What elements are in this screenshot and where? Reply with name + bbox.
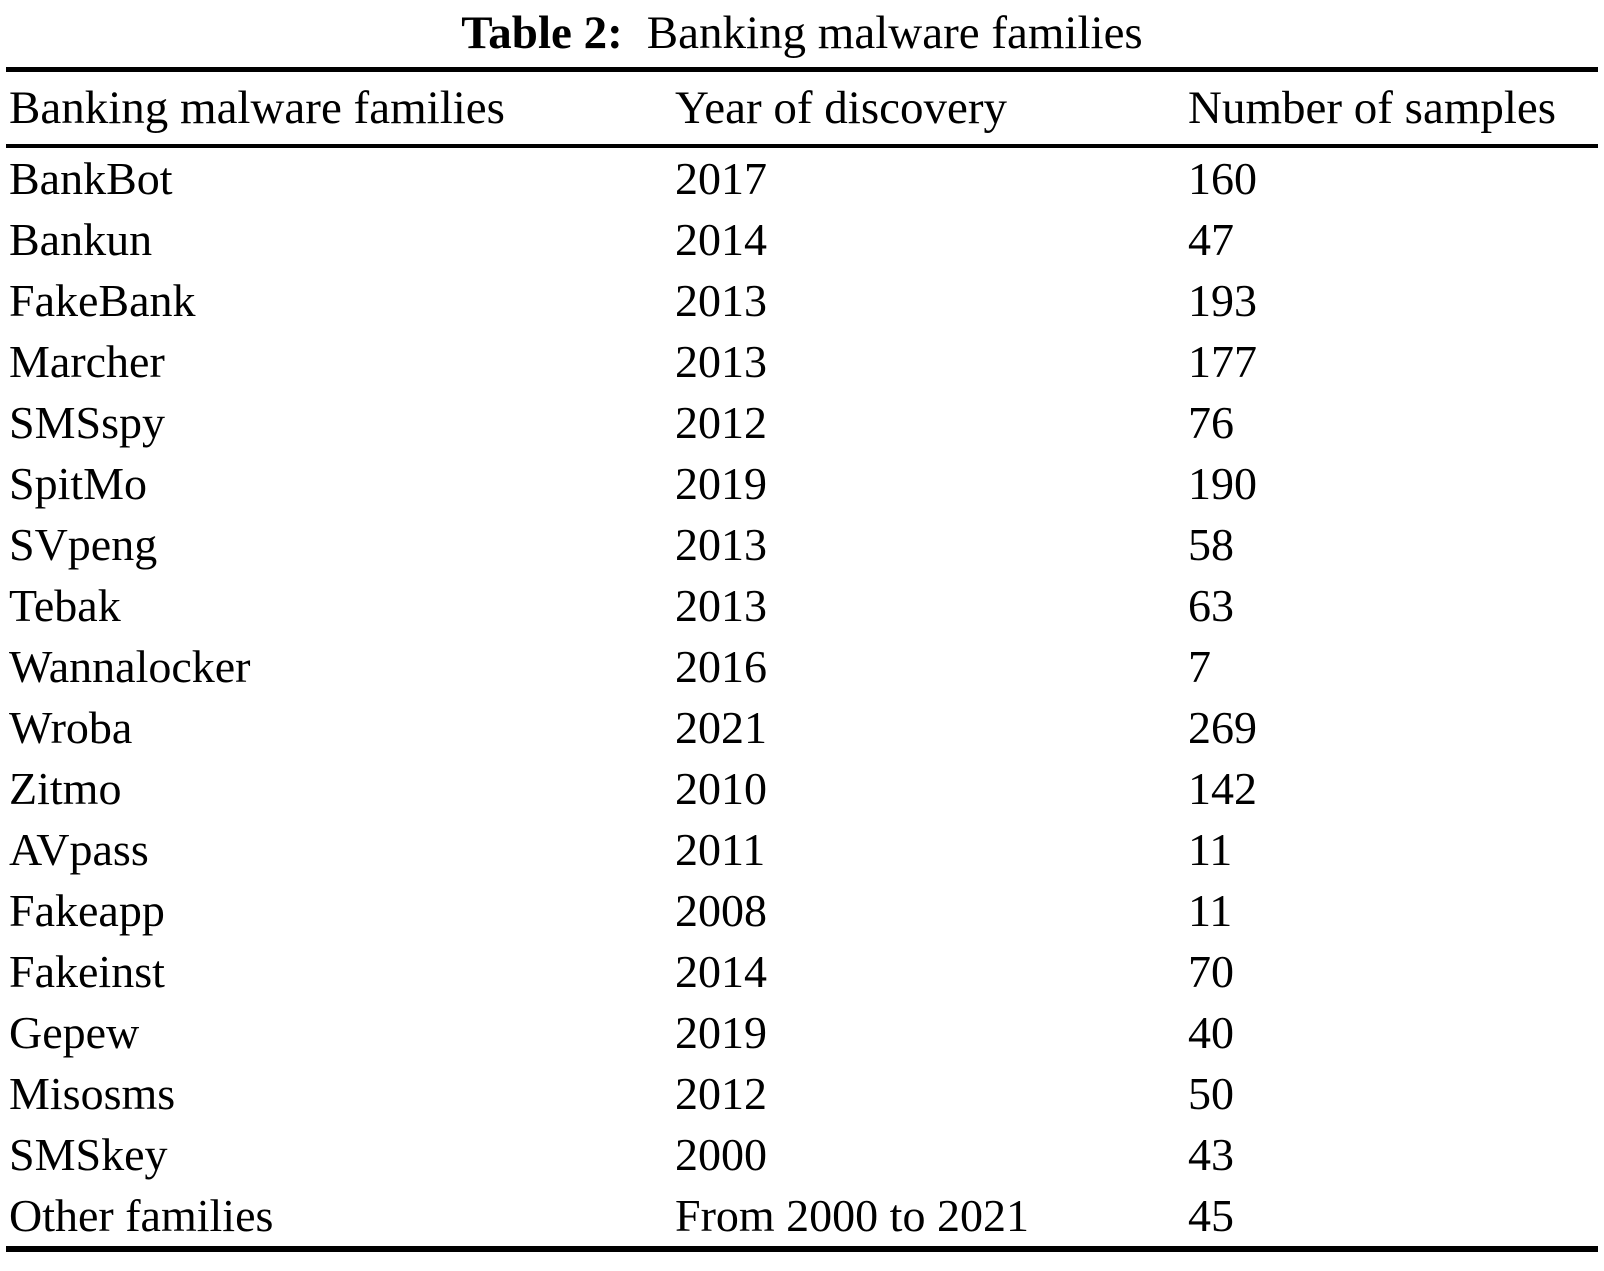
cell-family: Tebak xyxy=(9,580,121,631)
cell-family: AVpass xyxy=(9,824,149,875)
table-row xyxy=(6,941,1598,1002)
table-row xyxy=(6,575,1598,636)
cell-family: Fakeapp xyxy=(9,885,165,936)
cell-samples: 58 xyxy=(1188,519,1234,570)
table-row xyxy=(6,758,1598,819)
cell-year: 2013 xyxy=(675,519,767,570)
table-row xyxy=(6,453,1598,514)
table-row xyxy=(6,1124,1598,1185)
banking-malware-table xyxy=(6,67,1598,1252)
table-row xyxy=(6,636,1598,697)
cell-year: 2019 xyxy=(675,1007,767,1058)
cell-year: 2012 xyxy=(675,397,767,448)
cell-family: Fakeinst xyxy=(9,946,165,997)
table-row xyxy=(6,146,1598,209)
table-caption-label: Table 2: xyxy=(461,7,623,59)
cell-year: From 2000 to 2021 xyxy=(675,1190,1029,1241)
column-header-year: Year of discovery xyxy=(675,82,1007,134)
cell-samples: 11 xyxy=(1188,824,1233,875)
table-row xyxy=(6,880,1598,941)
cell-samples: 142 xyxy=(1188,763,1257,814)
cell-family: Wroba xyxy=(9,702,133,753)
table-row xyxy=(6,209,1598,270)
cell-samples: 269 xyxy=(1188,702,1257,753)
cell-samples: 47 xyxy=(1188,214,1234,265)
table-row xyxy=(6,1063,1598,1124)
cell-family: SVpeng xyxy=(9,519,158,570)
cell-family: Other families xyxy=(9,1190,274,1241)
cell-samples: 63 xyxy=(1188,580,1234,631)
table-header-row xyxy=(6,70,1598,147)
table-row xyxy=(6,392,1598,453)
cell-samples: 11 xyxy=(1188,885,1233,936)
cell-samples: 76 xyxy=(1188,397,1234,448)
cell-year: 2016 xyxy=(675,641,767,692)
cell-family: SMSkey xyxy=(9,1129,168,1180)
table-row xyxy=(6,1002,1598,1063)
cell-family: Misosms xyxy=(9,1068,176,1119)
cell-year: 2017 xyxy=(675,153,767,204)
cell-year: 2000 xyxy=(675,1129,767,1180)
column-header-samples: Number of samples xyxy=(1188,82,1557,134)
table-row xyxy=(6,514,1598,575)
cell-family: Marcher xyxy=(9,336,165,387)
cell-year: 2021 xyxy=(675,702,767,753)
cell-year: 2014 xyxy=(675,214,767,265)
table-row xyxy=(6,819,1598,880)
cell-family: Bankun xyxy=(9,214,153,265)
table-header xyxy=(6,70,1598,147)
cell-samples: 160 xyxy=(1188,153,1257,204)
cell-year: 2012 xyxy=(675,1068,767,1119)
table-row xyxy=(6,1185,1598,1249)
table-caption-title: Banking malware families xyxy=(646,7,1143,59)
column-header-family: Banking malware families xyxy=(9,82,505,134)
cell-year: 2013 xyxy=(675,336,767,387)
cell-family: SMSspy xyxy=(9,397,165,448)
cell-year: 2014 xyxy=(675,946,767,997)
cell-samples: 45 xyxy=(1188,1190,1234,1241)
cell-samples: 7 xyxy=(1188,641,1211,692)
cell-year: 2010 xyxy=(675,763,767,814)
cell-samples: 70 xyxy=(1188,946,1234,997)
cell-family: SpitMo xyxy=(9,458,148,509)
cell-family: Gepew xyxy=(9,1007,140,1058)
cell-samples: 40 xyxy=(1188,1007,1234,1058)
cell-family: FakeBank xyxy=(9,275,196,326)
table-caption xyxy=(0,0,1604,67)
cell-samples: 193 xyxy=(1188,275,1257,326)
cell-year: 2019 xyxy=(675,458,767,509)
cell-year: 2011 xyxy=(675,824,766,875)
cell-samples: 50 xyxy=(1188,1068,1234,1119)
cell-samples: 190 xyxy=(1188,458,1257,509)
cell-year: 2008 xyxy=(675,885,767,936)
table-row xyxy=(6,270,1598,331)
table-row xyxy=(6,331,1598,392)
cell-family: BankBot xyxy=(9,153,173,204)
cell-family: Zitmo xyxy=(9,763,122,814)
cell-family: Wannalocker xyxy=(9,641,251,692)
cell-samples: 43 xyxy=(1188,1129,1234,1180)
table-row xyxy=(6,697,1598,758)
cell-year: 2013 xyxy=(675,275,767,326)
cell-samples: 177 xyxy=(1188,336,1257,387)
cell-year: 2013 xyxy=(675,580,767,631)
table-body xyxy=(6,146,1598,1249)
